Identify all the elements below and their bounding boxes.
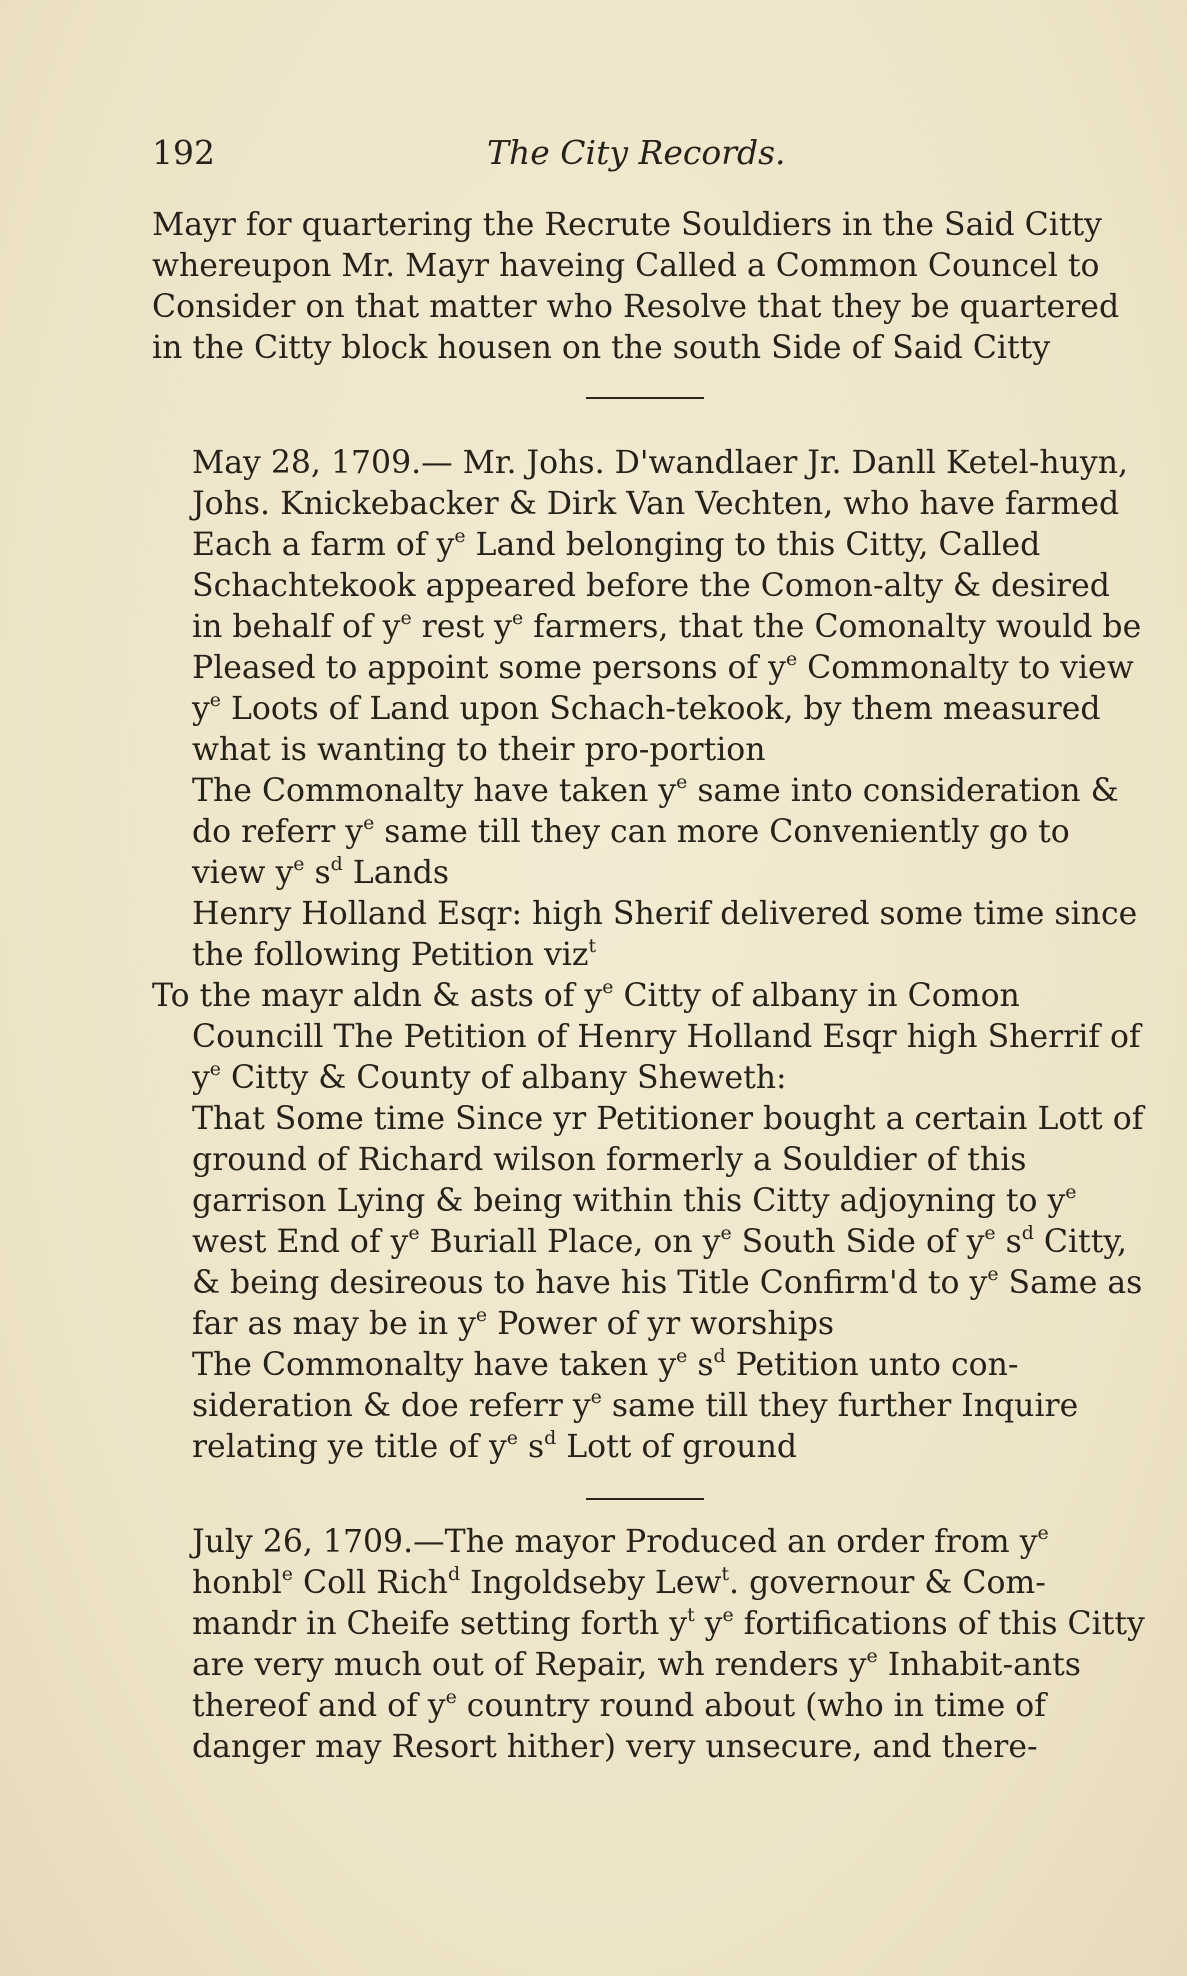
paragraph: Henry Holland Esqr: high Sherif delivered some time since the following Petition viz$^t$: [192, 896, 1138, 973]
page-number: 192: [152, 133, 215, 172]
paragraph: To the mayr aldn & asts of $y^e$ Citty of albany in Comon Councill The Petition of Henry Holland Esqr high Sherrif of $y^e$ Citty & County of albany Sheweth:: [152, 975, 1141, 1096]
paragraph: The Commonalty have taken $y^e$ same into consideration & do referr $y^e$ same till they can more Conveniently go to view $y^e$ $s^d$ Lands: [192, 770, 1119, 891]
page-header: [152, 128, 1112, 178]
section-divider: [586, 397, 704, 399]
paragraph: That Some time Since yr Petitioner bought a certain Lott of ground of Richard wilson formerly a Souldier of this garrison Lying & being within this Citty adjoyning to $y^e$ west End of $y^e$ Buriall Place, on $y^e$ South Side of $y^e$ $s^d$ Citty, & being desireous to have his Title Confirm'd to $y^e$ Same as far as may be in $y^e$ Power of yr worships: [192, 1101, 1144, 1342]
section-divider: [586, 1498, 704, 1500]
paragraph: Mayr for quartering the Recrute Souldiers in the Said Citty whereupon Mr. Mayr haveing Called a Common Councel to Consider on that matter who Resolve that they be quartered in the Citty block housen on the south Side of Said Citty: [152, 207, 1120, 366]
paragraph: May 28, 1709.— Mr. Johs. D'wandlaer Jr. Danll Ketel-huyn, Johs. Knickebacker & Dirk Van Vechten, who have farmed Each a farm of $y^e$ Land belonging to this Citty, Called Schachtekook appeared before the Comon-alty & desired in behalf of $y^e$ rest $y^e$ farmers, that the Comonalty would be Pleased to appoint some persons of $y^e$ Commonalty to view $y^e$ Loots of Land upon Schach-tekook, by them measured what is wanting to their pro-portion: [192, 445, 1142, 768]
paragraph: July 26, 1709.—The mayor Produced an order from $y^e$ honbl$^e$ Coll Rich$^d$ Ingoldseby Lew$^t$. governour & Com-mandr in Cheife setting forth $y^t$ $y^e$ fortifications of this Citty are very much out of Repair, wh renders $y^e$ Inhabit-ants thereof and of $y^e$ country round about (who in time of danger may Resort hither) very unsecure, and there-: [192, 1521, 1145, 1765]
running-title: The City Records.: [487, 133, 786, 172]
page-body: [152, 205, 1147, 1768]
paragraph: The Commonalty have taken $y^e$ $s^d$ Petition unto con-sideration & doe referr $y^e$ same till they further Inquire relating ye title of $y^e$ $s^d$ Lott of ground: [192, 1344, 1079, 1465]
